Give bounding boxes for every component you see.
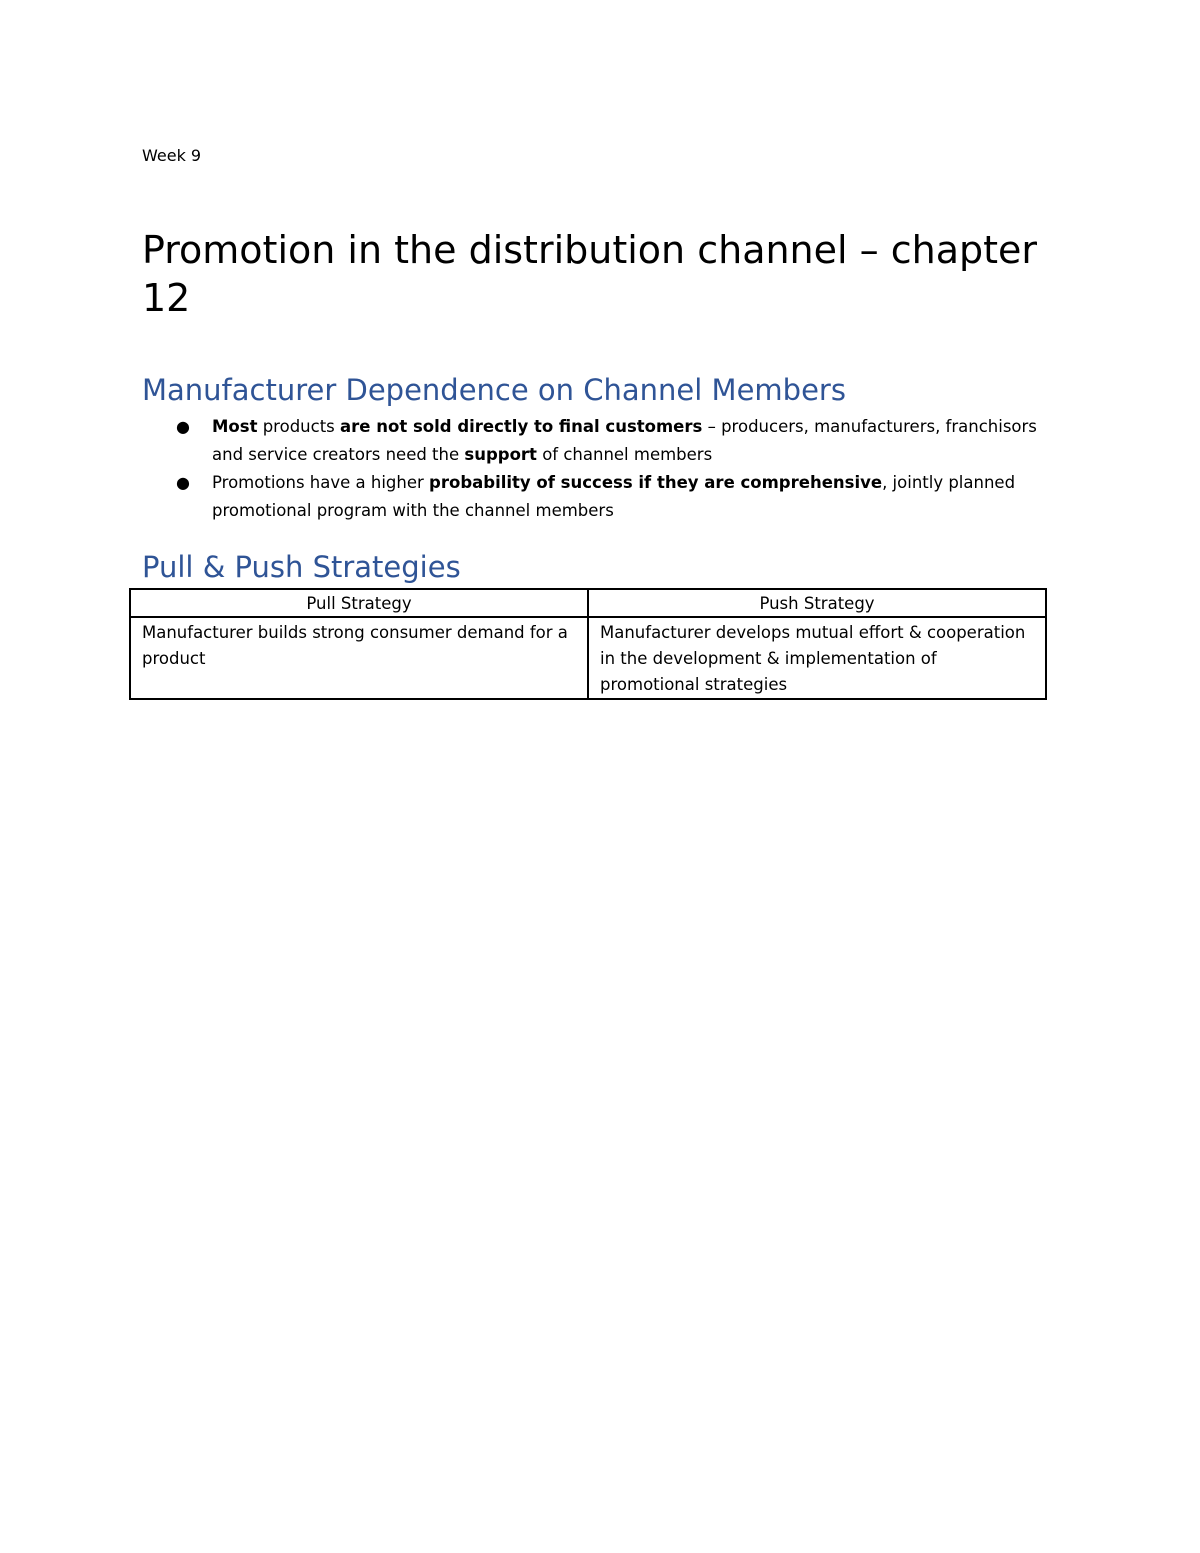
bullet-text-plain: , jointly planned promotional program with the channel members <box>212 473 1016 520</box>
bullet-text-bold: support <box>464 445 537 464</box>
bullet-text-bold: probability of success if they are comprehensive <box>429 473 883 492</box>
strategy-table <box>129 588 1047 700</box>
bullet-text-plain: of channel members <box>536 445 713 464</box>
document-title: Promotion in the distribution channel – chapter 12 <box>142 228 1038 320</box>
section-heading-dependence: Manufacturer Dependence on Channel Members <box>142 373 846 407</box>
week-label: Week 9 <box>142 146 202 165</box>
bullet-text-plain: products <box>257 417 341 436</box>
table-row <box>130 617 1046 699</box>
bullet-text-plain: – producers, manufacturers, franchisors and service creators need the <box>212 417 1037 464</box>
bullet-dot-icon: ● <box>176 473 190 492</box>
bullet-text-plain: Promotions have a higher <box>212 473 430 492</box>
bullet-text <box>212 473 1015 520</box>
bullet-text-bold: Most <box>212 417 258 436</box>
section-heading-strategies: Pull & Push Strategies <box>142 550 461 584</box>
table-cell-pull: Manufacturer builds strong consumer demand for a product <box>130 617 588 699</box>
bullet-text-bold: are not sold directly to final customers <box>340 417 703 436</box>
bullet-text <box>212 417 1037 464</box>
bullet-dot-icon: ● <box>176 417 190 436</box>
table-cell-push: Manufacturer develops mutual effort & cooperation in the development & implementation of promotional strategies <box>588 617 1046 699</box>
bullet-item <box>142 413 1052 469</box>
table-header-row <box>130 589 1046 617</box>
table-header-push: Push Strategy <box>588 589 1046 617</box>
dependence-bullet-list <box>142 413 1052 525</box>
bullet-item <box>142 469 1052 525</box>
table-header-pull: Pull Strategy <box>130 589 588 617</box>
